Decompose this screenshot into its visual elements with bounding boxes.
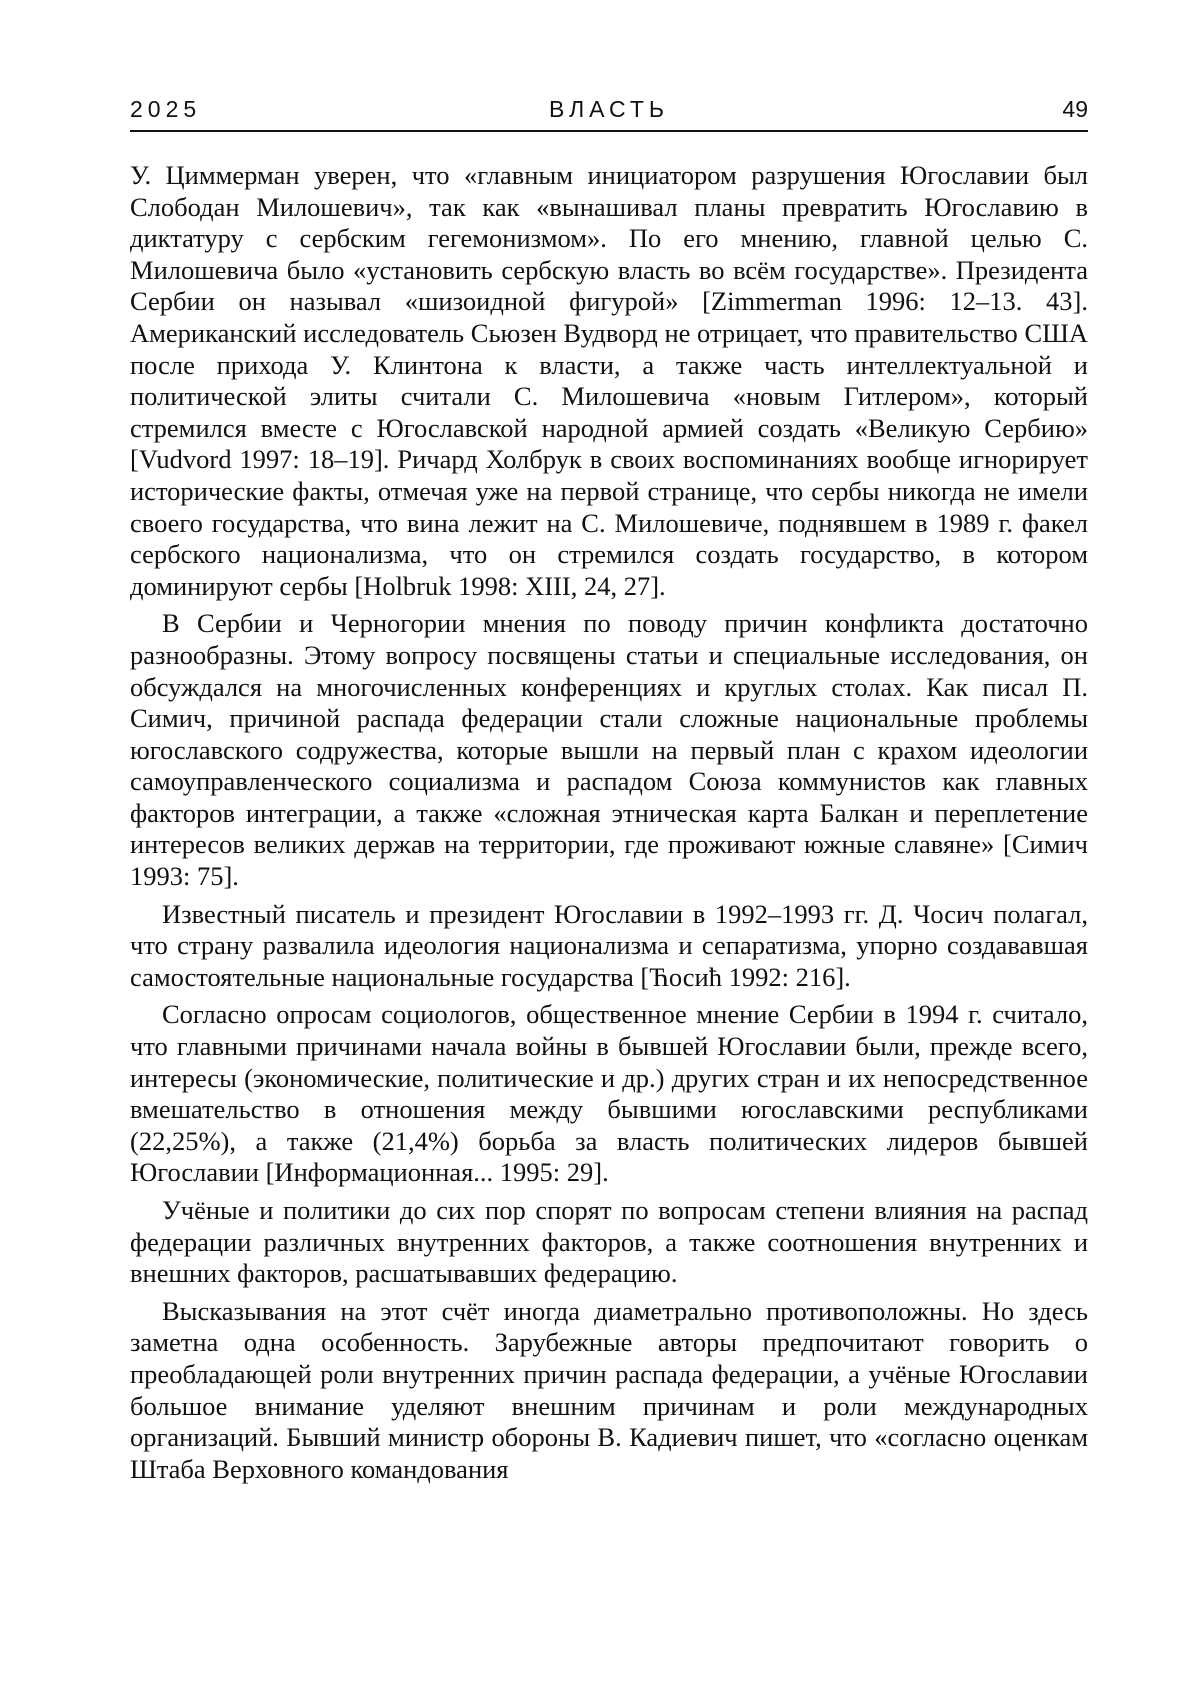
header-journal-title: ВЛАСТЬ <box>130 96 1088 123</box>
paragraph: Высказывания на этот счёт иногда диаметрально противоположны. Но здесь заметна одна особенность. Зарубежные авторы предпочитают говорить о преобладающей роли внутренних причин распада федерации, а учёные Югославии большое внимание уделяют внешним причинам и роли международных организаций. Бывший министр обороны В. Ка­диевич пишет, что «согласно оценкам Штаба Верховного командования <box>130 1296 1088 1486</box>
paragraph: Учёные и политики до сих пор спорят по вопросам степени влияния на распад федерации различных внутренних факторов, а также соотноше­ния внутренних и внешних факторов, расшатывавших федерацию. <box>130 1195 1088 1290</box>
paragraph: Согласно опросам социологов, общественное мнение Сербии в 1994 г. считало, что главными причинами начала войны в бывшей Югославии были, прежде всего, интересы (экономические, политические и др.) других стран и их непосредственное вмешательство в отношения между бывшими югославскими республиками (22,25%), а также (21,4%) борьба за власть политических лидеров бывшей Югославии [Информационная... 1995: 29]. <box>130 999 1088 1189</box>
running-header <box>130 94 1088 132</box>
paragraph: У. Циммерман уверен, что «главным инициатором разрушения Югосла­вии был Слободан Милошевич», так как «вынашивал планы превратить Югославию в диктатуру с сербским гегемонизмом». По его мнению, главной целью С. Милошевича было «установить сербскую власть во всём государстве». Президента Сербии он называл «шизоидной фигурой» [Zimmerman 1996: 12–13. 43]. Американский исследователь Сьюзен Ву­дворд не отрицает, что правительство США после прихода У. Клинтона к власти, а также часть интеллектуальной и политической элиты считали С. Милошевича «новым Гитлером», который стремился вместе с Югос­лавской народной армией создать «Великую Сербию» [Vudvord 1997: 18–19]. Ричард Холбрук в своих воспоминаниях вообще игнорирует исто­рические факты, отмечая уже на первой странице, что сербы никогда не имели своего государства, что вина лежит на С. Милошевиче, поднявшем в 1989 г. факел сербского национализма, что он стремился создать госу­дарство, в котором доминируют сербы [Holbruk 1998: XIII, 24, 27]. <box>130 160 1088 602</box>
header-year: 2025 <box>130 96 201 123</box>
header-page-number: 49 <box>1062 96 1088 123</box>
paragraph: В Сербии и Черногории мнения по поводу причин конфликта доста­точно разнообразны. Этому вопросу посвящены статьи и специальные исследования, он обсуждался на многочисленных конференциях и кру­глых столах. Как писал П. Симич, причиной распада федерации стали сложные национальные проблемы югославского содружества, которые вышли на первый план с крахом идеологии самоуправленческого социа­лизма и распадом Союза коммунистов как главных факторов интеграции, а также «сложная этническая карта Балкан и переплетение интересов великих держав на территории, где проживают южные славяне» [Симич 1993: 75]. <box>130 608 1088 892</box>
page-body <box>130 160 1088 1491</box>
paragraph: Известный писатель и президент Югославии в 1992–1993 гг. Д. Чосич полагал, что страну развалила идеология национализма и сепаратизма, упорно создававшая самостоятельные национальные государства [Ћосић 1992: 216]. <box>130 899 1088 994</box>
